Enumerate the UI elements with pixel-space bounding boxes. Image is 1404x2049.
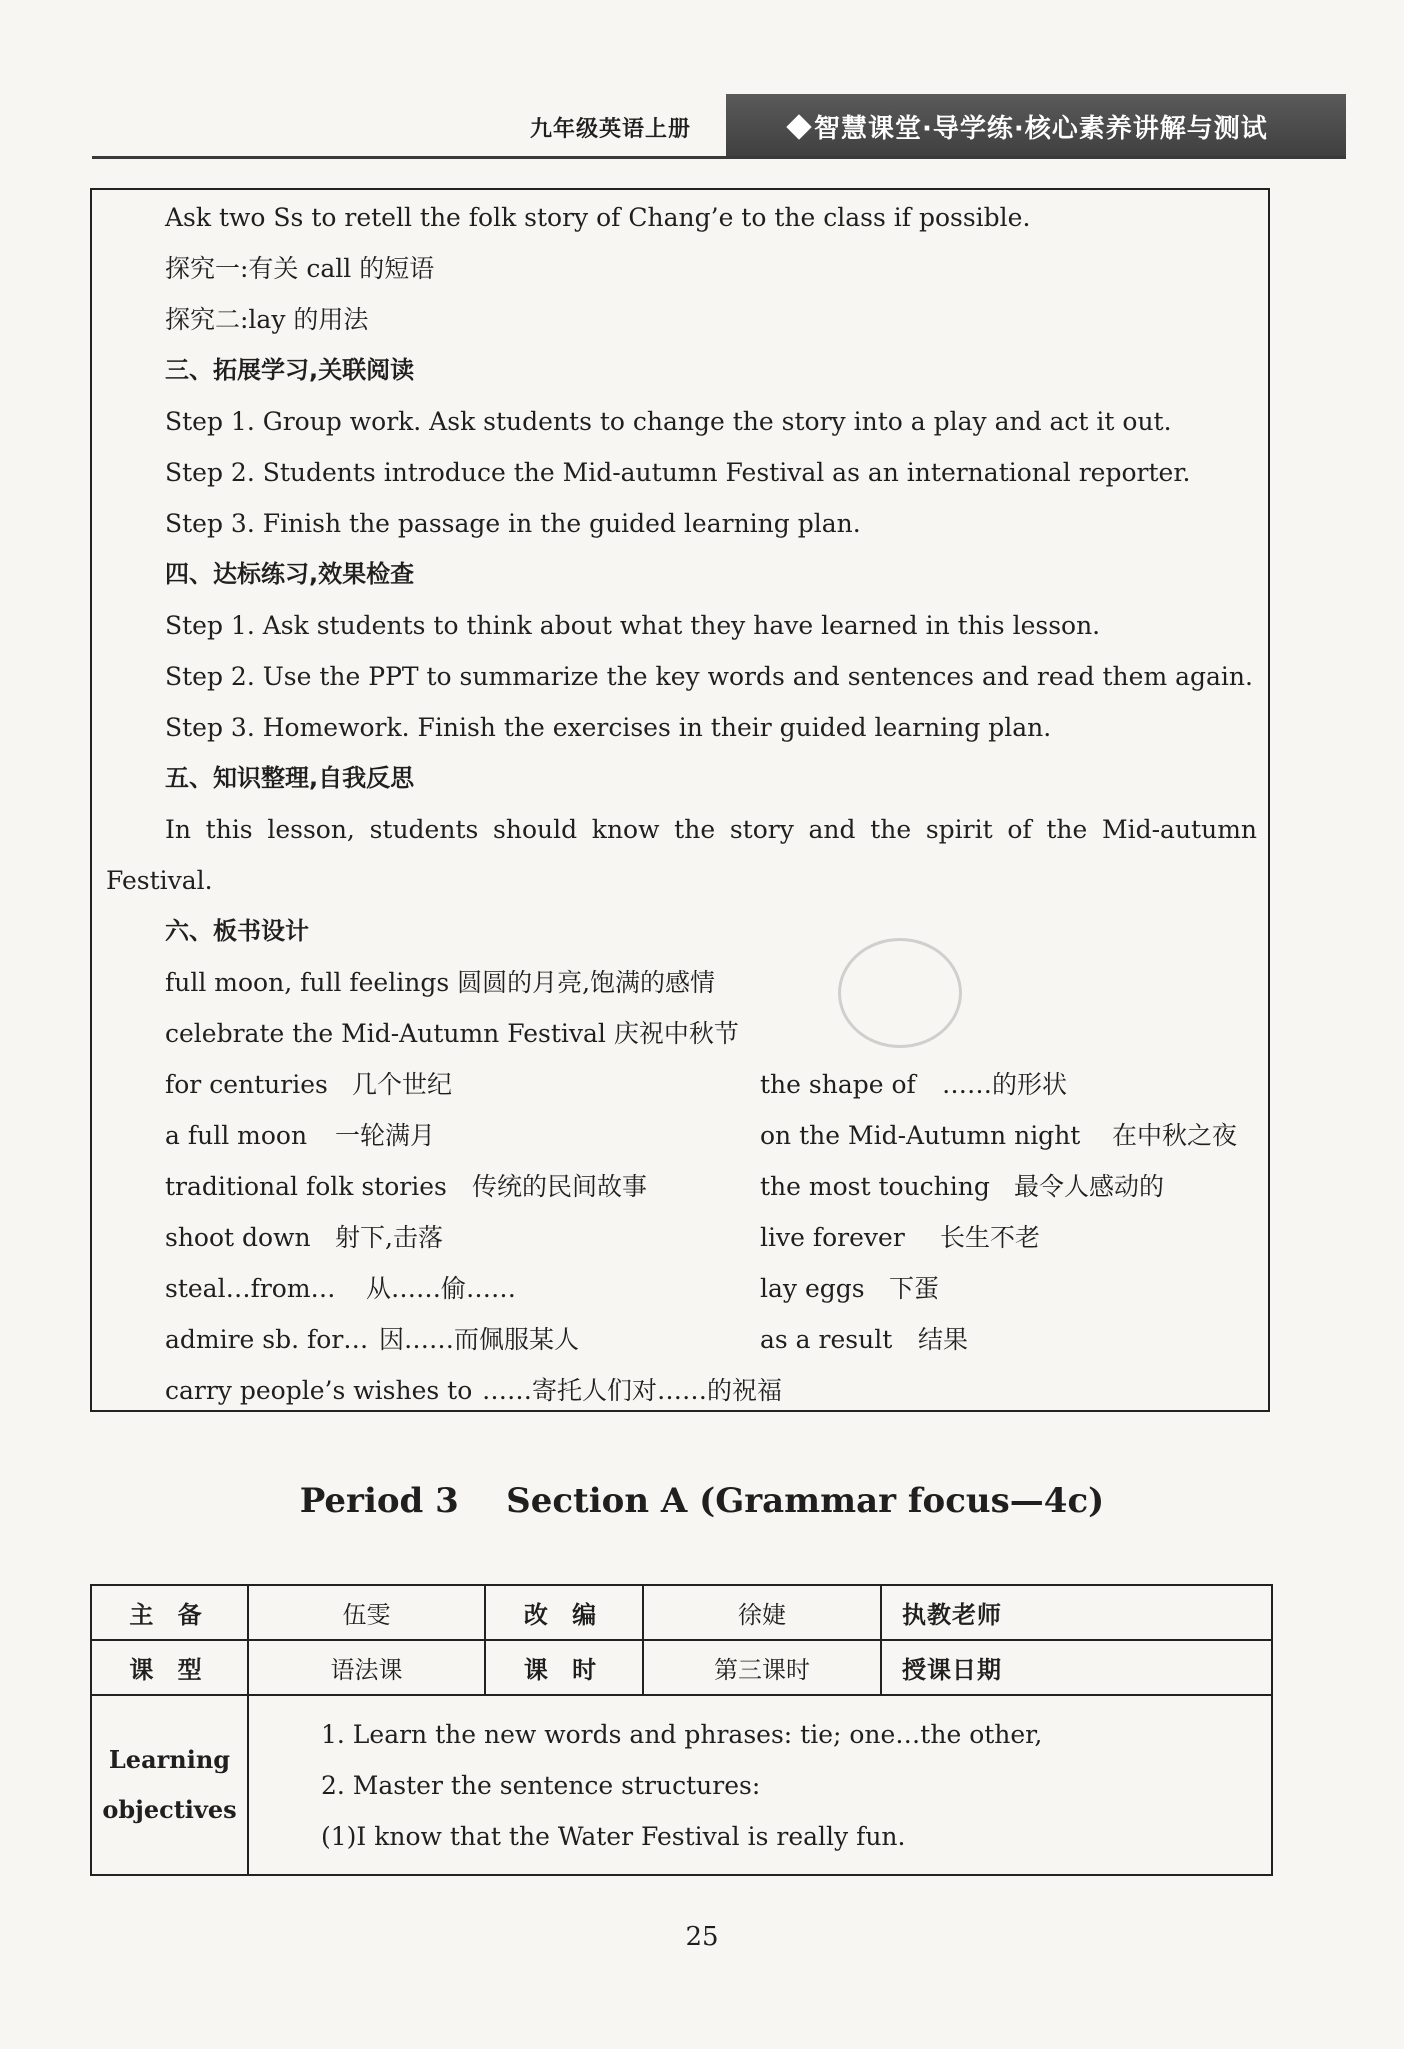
board-left-zh: 一轮满月	[335, 1121, 436, 1150]
table-row	[91, 1585, 1272, 1640]
objectives-label-2: objectives	[102, 1795, 237, 1824]
section-4-step-1: Step 1. Ask students to think about what they have learned in this lesson.	[165, 611, 1101, 640]
objectives-label	[91, 1695, 248, 1875]
table-row	[91, 1640, 1272, 1695]
reflection-line-2: Festival.	[106, 866, 213, 895]
reflection-line-1: In this lesson, students should know the story and the spirit of the Mid-autumn	[165, 815, 1257, 844]
stamp-watermark	[838, 938, 962, 1048]
explore-1: 探究一:有关 call 的短语	[165, 254, 435, 283]
objectives-label-1: Learning	[108, 1745, 231, 1774]
series-title: 智慧课堂·导学练·核心素养讲解与测试	[814, 113, 1268, 144]
board-left-en: steal…from…	[165, 1274, 336, 1303]
section-3-step-3: Step 3. Finish the passage in the guided learning plan.	[165, 509, 861, 538]
objectives-content	[248, 1695, 1272, 1875]
board-left-en: for centuries	[165, 1070, 328, 1099]
board-left-zh: 因……而佩服某人	[379, 1325, 580, 1354]
table-row	[91, 1695, 1272, 1875]
board-line-1: full moon, full feelings 圆圆的月亮,饱满的感情	[165, 968, 716, 997]
section-4-title: 四、达标练习,效果检查	[165, 560, 415, 588]
board-left-en: a full moon	[165, 1121, 308, 1150]
board-left-en: carry people’s wishes to	[165, 1376, 473, 1405]
board-left-en: traditional folk stories	[165, 1172, 447, 1201]
board-right-en: live forever	[760, 1223, 905, 1252]
board-left-zh: 传统的民间故事	[472, 1172, 648, 1201]
explore-2: 探究二:lay 的用法	[165, 305, 369, 334]
board-right-en: lay eggs	[760, 1274, 865, 1303]
label-teacher	[881, 1585, 1272, 1640]
label-date-text: 授课日期	[902, 1656, 1002, 1684]
series-banner	[726, 94, 1346, 158]
value-adapter: 徐婕	[643, 1585, 881, 1640]
board-right-zh: 长生不老	[940, 1223, 1041, 1252]
board-left-zh: ……寄托人们对……的祝福	[482, 1376, 783, 1405]
label-teacher-text: 执教老师	[902, 1601, 1002, 1629]
board-right-zh: 最令人感动的	[1014, 1172, 1165, 1201]
board-left-en: admire sb. for…	[165, 1325, 369, 1354]
board-left-zh: 从……偷……	[366, 1274, 517, 1303]
label-main-preparer: 主 备	[91, 1585, 248, 1640]
section-6-title: 六、板书设计	[165, 917, 309, 945]
page-number: 25	[685, 1922, 719, 1952]
board-left-zh: 射下,击落	[335, 1223, 443, 1252]
board-right-en: on the Mid-Autumn night	[760, 1121, 1081, 1150]
board-right-en: the most touching	[760, 1172, 990, 1201]
value-period: 第三课时	[643, 1640, 881, 1695]
value-main-preparer: 伍雯	[248, 1585, 485, 1640]
objective-1: 1. Learn the new words and phrases: tie; one…the other,	[321, 1719, 1043, 1749]
board-left-en: shoot down	[165, 1223, 311, 1252]
label-date	[881, 1640, 1272, 1695]
section-3-step-2: Step 2. Students introduce the Mid-autumn Festival as an international reporter.	[165, 458, 1191, 487]
section-4-step-2: Step 2. Use the PPT to summarize the key words and sentences and read them again.	[165, 662, 1253, 691]
board-right-en: the shape of	[760, 1070, 916, 1099]
objective-2: 2. Master the sentence structures:	[321, 1770, 761, 1800]
section-5-title: 五、知识整理,自我反思	[165, 764, 415, 792]
section-4-step-3: Step 3. Homework. Finish the exercises in their guided learning plan.	[165, 713, 1052, 742]
label-lesson-type: 课 型	[91, 1640, 248, 1695]
board-line-2: celebrate the Mid-Autumn Festival 庆祝中秋节	[165, 1019, 739, 1048]
board-right-zh: ……的形状	[942, 1070, 1068, 1099]
section-3-title: 三、拓展学习,关联阅读	[165, 356, 415, 384]
board-left-zh: 几个世纪	[352, 1070, 453, 1099]
board-right-zh: 在中秋之夜	[1112, 1121, 1238, 1150]
board-right-zh: 下蛋	[889, 1274, 940, 1303]
board-right-en: as a result	[760, 1325, 893, 1354]
section-3-step-1: Step 1. Group work. Ask students to change the story into a play and act it out.	[165, 407, 1172, 436]
value-lesson-type: 语法课	[248, 1640, 485, 1695]
period-title: Period 3 Section A (Grammar focus—4c)	[299, 1481, 1105, 1521]
book-title: 九年级英语上册	[530, 116, 692, 142]
lesson-plan-table	[90, 1584, 1273, 1876]
header-divider	[92, 156, 1346, 159]
objective-3: (1)I know that the Water Festival is really fun.	[321, 1821, 906, 1851]
label-adapter: 改 编	[485, 1585, 643, 1640]
intro-line: Ask two Ss to retell the folk story of Chang’e to the class if possible.	[165, 203, 1031, 232]
board-right-zh: 结果	[918, 1325, 969, 1354]
label-period: 课 时	[485, 1640, 643, 1695]
